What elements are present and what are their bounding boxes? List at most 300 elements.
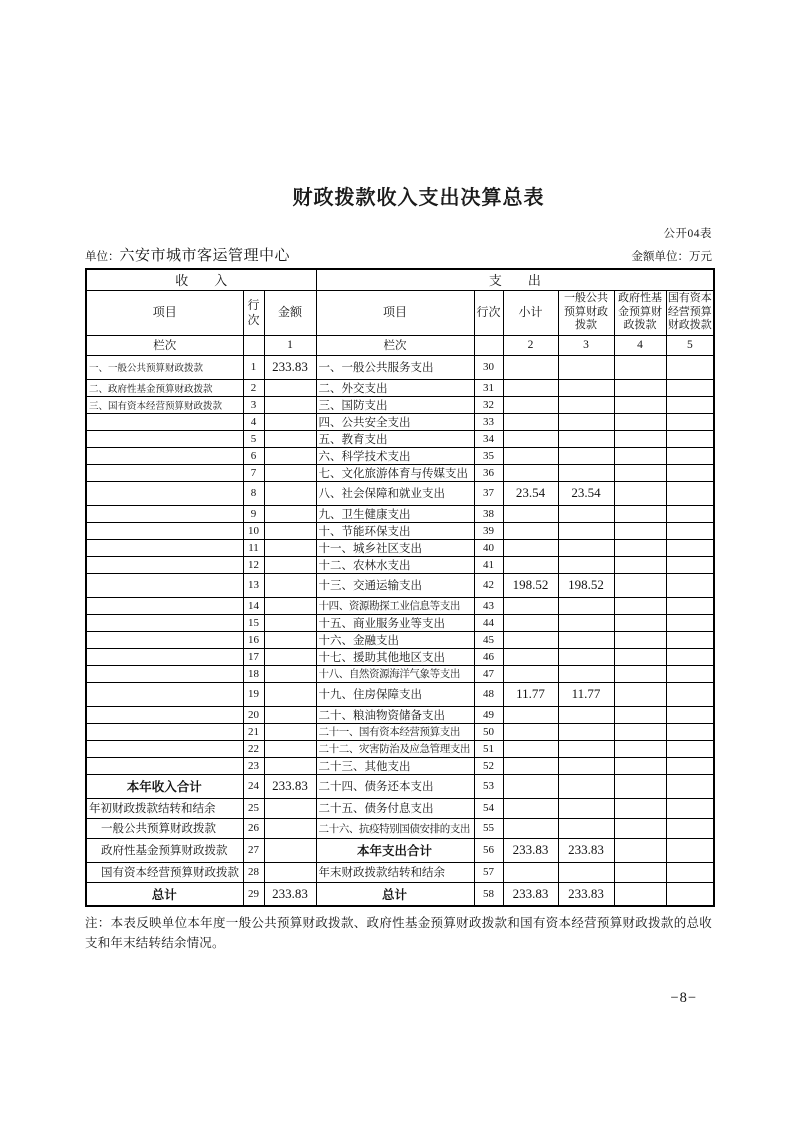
expense-rowno-cell: 47 (474, 665, 503, 682)
expense-state-capital-cell (666, 379, 714, 396)
col-header-income-item: 项目 (86, 290, 243, 335)
income-item-cell (86, 682, 243, 706)
income-item-cell (86, 706, 243, 723)
expense-rowno-cell: 40 (474, 539, 503, 556)
table-row (86, 379, 714, 396)
expense-subtotal-cell (503, 723, 558, 740)
income-item-cell (86, 481, 243, 505)
income-rowno-cell: 19 (243, 682, 264, 706)
expense-general-budget-cell: 11.77 (558, 682, 614, 706)
income-item-cell (86, 614, 243, 631)
expense-subtotal-cell: 233.83 (503, 882, 558, 906)
expense-state-capital-cell (666, 355, 714, 379)
expense-gov-fund-cell (614, 430, 666, 447)
expense-subtotal-cell (503, 665, 558, 682)
expense-general-budget-cell (558, 396, 614, 413)
expense-rowno-cell: 44 (474, 614, 503, 631)
income-item-cell (86, 631, 243, 648)
expense-subtotal-cell (503, 379, 558, 396)
expense-gov-fund-cell (614, 631, 666, 648)
income-item-cell (86, 723, 243, 740)
expense-state-capital-cell (666, 682, 714, 706)
expense-item-cell: 九、卫生健康支出 (316, 505, 474, 522)
table-row (86, 838, 714, 862)
expense-gov-fund-cell (614, 757, 666, 774)
expense-subtotal-cell (503, 706, 558, 723)
table-row (86, 682, 714, 706)
table-row (86, 818, 714, 838)
table-row (86, 798, 714, 818)
expense-rowno-cell: 30 (474, 355, 503, 379)
income-rowno-cell: 7 (243, 464, 264, 481)
income-item-cell (86, 447, 243, 464)
expense-state-capital-cell (666, 862, 714, 882)
income-item-cell (86, 740, 243, 757)
expense-state-capital-cell (666, 573, 714, 597)
expense-section-header: 支 出 (316, 269, 714, 290)
income-item-cell (86, 522, 243, 539)
expense-general-budget-cell (558, 464, 614, 481)
expense-item-cell: 十四、资源勘探工业信息等支出 (316, 597, 474, 614)
income-amount-cell (264, 539, 316, 556)
income-amount-cell (264, 379, 316, 396)
expense-gov-fund-cell (614, 597, 666, 614)
income-rowno-cell: 15 (243, 614, 264, 631)
expense-item-cell: 二十四、债务还本支出 (316, 774, 474, 798)
income-rowno-cell: 6 (243, 447, 264, 464)
expense-subtotal-cell (503, 505, 558, 522)
expense-general-budget-cell (558, 740, 614, 757)
expense-state-capital-cell (666, 774, 714, 798)
expense-general-budget-cell: 198.52 (558, 573, 614, 597)
expense-general-budget-cell (558, 556, 614, 573)
expense-rowno-cell: 32 (474, 396, 503, 413)
expense-general-budget-cell (558, 413, 614, 430)
income-rowno-cell: 27 (243, 838, 264, 862)
expense-item-cell: 二十、粮油物资储备支出 (316, 706, 474, 723)
income-amount-cell (264, 505, 316, 522)
expense-item-cell: 二十六、抗疫特别国债安排的支出 (316, 818, 474, 838)
col-header-income-amount: 金额 (264, 290, 316, 335)
col-header-gov-fund-budget: 政府性基金预算财政拨款 (614, 290, 666, 335)
expense-rowno-cell: 48 (474, 682, 503, 706)
expense-item-cell: 十一、城乡社区支出 (316, 539, 474, 556)
expense-state-capital-cell (666, 648, 714, 665)
income-amount-cell (264, 614, 316, 631)
table-row (86, 505, 714, 522)
income-amount-cell (264, 723, 316, 740)
expense-subtotal-cell (503, 430, 558, 447)
expense-item-cell: 十六、金融支出 (316, 631, 474, 648)
expense-gov-fund-cell (614, 447, 666, 464)
expense-subtotal-cell (503, 648, 558, 665)
expense-item-cell: 十三、交通运输支出 (316, 573, 474, 597)
expense-general-budget-cell (558, 505, 614, 522)
table-row (86, 774, 714, 798)
expense-item-cell: 十二、农林水支出 (316, 556, 474, 573)
expense-subtotal-cell: 233.83 (503, 838, 558, 862)
income-item-cell: 总计 (86, 882, 243, 906)
expense-gov-fund-cell (614, 740, 666, 757)
income-rowno-cell: 11 (243, 539, 264, 556)
expense-rowno-cell: 36 (474, 464, 503, 481)
expense-subtotal-cell: 23.54 (503, 481, 558, 505)
expense-rowno-cell: 50 (474, 723, 503, 740)
expense-general-budget-cell (558, 522, 614, 539)
expense-subtotal-cell: 11.77 (503, 682, 558, 706)
income-item-cell (86, 413, 243, 430)
column-index-row (86, 335, 714, 355)
expense-subtotal-cell (503, 355, 558, 379)
expense-general-budget-cell (558, 614, 614, 631)
table-body (86, 355, 714, 906)
col-header-subtotal: 小计 (503, 290, 558, 335)
expense-subtotal-cell (503, 556, 558, 573)
table-row (86, 706, 714, 723)
income-amount-cell (264, 757, 316, 774)
income-rowno-cell: 21 (243, 723, 264, 740)
income-amount-cell (264, 447, 316, 464)
expense-rowno-cell: 56 (474, 838, 503, 862)
expense-item-cell: 八、社会保障和就业支出 (316, 481, 474, 505)
expense-gov-fund-cell (614, 505, 666, 522)
subtotal-index: 2 (503, 335, 558, 355)
table-row (86, 665, 714, 682)
income-item-cell (86, 757, 243, 774)
income-amount-cell (264, 682, 316, 706)
expense-gov-fund-cell (614, 818, 666, 838)
expense-rowno-cell: 52 (474, 757, 503, 774)
expense-rowno-cell: 37 (474, 481, 503, 505)
expense-state-capital-cell (666, 522, 714, 539)
income-item-cell: 政府性基金预算财政拨款 (86, 838, 243, 862)
income-rowno-cell: 25 (243, 798, 264, 818)
expense-gov-fund-cell (614, 396, 666, 413)
expense-rowno-cell: 51 (474, 740, 503, 757)
expense-item-cell: 本年支出合计 (316, 838, 474, 862)
income-rowno-cell: 8 (243, 481, 264, 505)
expense-rowno-cell: 41 (474, 556, 503, 573)
gov-fund-index: 4 (614, 335, 666, 355)
page-number: −8− (670, 990, 697, 1006)
expense-item-cell: 二十三、其他支出 (316, 757, 474, 774)
expense-gov-fund-cell (614, 648, 666, 665)
income-rowno-cell: 14 (243, 597, 264, 614)
income-rowno-cell: 13 (243, 573, 264, 597)
expense-general-budget-cell (558, 447, 614, 464)
expense-rowno-cell: 58 (474, 882, 503, 906)
table-row (86, 882, 714, 906)
expense-subtotal-cell (503, 614, 558, 631)
col-header-general-budget: 一般公共预算财政拨款 (558, 290, 614, 335)
unit-label (85, 244, 290, 265)
expense-subtotal-cell (503, 631, 558, 648)
expense-general-budget-cell: 233.83 (558, 838, 614, 862)
expense-item-cell: 二十一、国有资本经营预算支出 (316, 723, 474, 740)
income-amount-cell (264, 430, 316, 447)
income-amount-cell (264, 597, 316, 614)
table-row (86, 723, 714, 740)
income-index-label: 栏次 (86, 335, 243, 355)
table-row (86, 539, 714, 556)
income-section-header: 收 入 (86, 269, 316, 290)
income-amount-index: 1 (264, 335, 316, 355)
table-row (86, 597, 714, 614)
expense-state-capital-cell (666, 757, 714, 774)
expense-rowno-cell: 33 (474, 413, 503, 430)
income-amount-cell (264, 740, 316, 757)
expense-index-blank (474, 335, 503, 355)
income-rowno-cell: 18 (243, 665, 264, 682)
expense-gov-fund-cell (614, 464, 666, 481)
table-row (86, 522, 714, 539)
page-title: 财政拨款收入支出决算总表 (292, 187, 545, 209)
expense-state-capital-cell (666, 597, 714, 614)
expense-state-capital-cell (666, 464, 714, 481)
income-amount-cell (264, 648, 316, 665)
income-item-cell: 二、政府性基金预算财政拨款 (86, 379, 243, 396)
expense-gov-fund-cell (614, 838, 666, 862)
expense-subtotal-cell (503, 818, 558, 838)
income-rowno-cell: 10 (243, 522, 264, 539)
income-amount-cell (264, 413, 316, 430)
expense-rowno-cell: 34 (474, 430, 503, 447)
income-amount-cell (264, 522, 316, 539)
expense-rowno-cell: 49 (474, 706, 503, 723)
table-row (86, 556, 714, 573)
expense-general-budget-cell (558, 665, 614, 682)
expense-subtotal-cell (503, 464, 558, 481)
income-rowno-cell: 5 (243, 430, 264, 447)
income-index-blank (243, 335, 264, 355)
expense-subtotal-cell (503, 396, 558, 413)
expense-gov-fund-cell (614, 706, 666, 723)
expense-item-cell: 七、文化旅游体育与传媒支出 (316, 464, 474, 481)
col-header-state-capital-budget: 国有资本经营预算财政拨款 (666, 290, 714, 335)
expense-subtotal-cell (503, 757, 558, 774)
table-row (86, 614, 714, 631)
expense-gov-fund-cell (614, 539, 666, 556)
expense-state-capital-cell (666, 631, 714, 648)
expense-state-capital-cell (666, 556, 714, 573)
section-header-row (86, 269, 714, 290)
income-rowno-cell: 16 (243, 631, 264, 648)
income-amount-cell: 233.83 (264, 774, 316, 798)
income-amount-cell: 233.83 (264, 355, 316, 379)
expense-general-budget-cell (558, 539, 614, 556)
expense-subtotal-cell (503, 413, 558, 430)
expense-general-budget-cell (558, 706, 614, 723)
income-rowno-cell: 2 (243, 379, 264, 396)
expense-item-cell: 十五、商业服务业等支出 (316, 614, 474, 631)
income-item-cell: 本年收入合计 (86, 774, 243, 798)
income-amount-cell (264, 838, 316, 862)
unit-prefix: 单位： (85, 251, 120, 263)
table-code: 公开04表 (663, 228, 712, 240)
expense-gov-fund-cell (614, 614, 666, 631)
table-row (86, 573, 714, 597)
expense-general-budget-cell (558, 723, 614, 740)
expense-rowno-cell: 55 (474, 818, 503, 838)
table-row (86, 757, 714, 774)
expense-state-capital-cell (666, 505, 714, 522)
expense-gov-fund-cell (614, 522, 666, 539)
expense-rowno-cell: 31 (474, 379, 503, 396)
unit-line (85, 244, 712, 265)
expense-subtotal-cell (503, 798, 558, 818)
col-header-income-rowno: 行次 (243, 290, 264, 335)
income-rowno-cell: 3 (243, 396, 264, 413)
expense-rowno-cell: 43 (474, 597, 503, 614)
expense-rowno-cell: 53 (474, 774, 503, 798)
expense-item-cell: 总计 (316, 882, 474, 906)
expense-general-budget-cell (558, 430, 614, 447)
expense-gov-fund-cell (614, 556, 666, 573)
income-item-cell (86, 573, 243, 597)
expense-rowno-cell: 45 (474, 631, 503, 648)
income-rowno-cell: 24 (243, 774, 264, 798)
income-amount-cell (264, 818, 316, 838)
expense-subtotal-cell (503, 447, 558, 464)
expense-general-budget-cell (558, 355, 614, 379)
income-item-cell (86, 505, 243, 522)
column-header-row (86, 290, 714, 335)
amount-unit-label: 金额单位：万元 (631, 251, 712, 263)
expense-item-cell: 五、教育支出 (316, 430, 474, 447)
expense-gov-fund-cell (614, 882, 666, 906)
income-rowno-cell: 29 (243, 882, 264, 906)
income-item-cell: 一、一般公共预算财政拨款 (86, 355, 243, 379)
expense-general-budget-cell (558, 631, 614, 648)
expense-gov-fund-cell (614, 481, 666, 505)
expense-state-capital-cell (666, 614, 714, 631)
document-sheet (85, 0, 712, 953)
expense-gov-fund-cell (614, 379, 666, 396)
income-amount-cell (264, 798, 316, 818)
expense-general-budget-cell (558, 379, 614, 396)
income-amount-cell (264, 481, 316, 505)
income-amount-cell (264, 464, 316, 481)
expense-rowno-cell: 38 (474, 505, 503, 522)
table-row (86, 355, 714, 379)
general-index: 3 (558, 335, 614, 355)
expense-gov-fund-cell (614, 798, 666, 818)
expense-state-capital-cell (666, 396, 714, 413)
income-amount-cell (264, 631, 316, 648)
expense-rowno-cell: 46 (474, 648, 503, 665)
expense-item-cell: 四、公共安全支出 (316, 413, 474, 430)
expense-subtotal-cell (503, 740, 558, 757)
income-rowno-cell: 23 (243, 757, 264, 774)
income-item-cell (86, 665, 243, 682)
expense-item-cell: 六、科学技术支出 (316, 447, 474, 464)
income-item-cell (86, 464, 243, 481)
col-header-expense-rowno: 行次 (474, 290, 503, 335)
income-rowno-cell: 26 (243, 818, 264, 838)
state-capital-index: 5 (666, 335, 714, 355)
expense-item-cell: 一、一般公共服务支出 (316, 355, 474, 379)
expense-index-label: 栏次 (316, 335, 474, 355)
expense-state-capital-cell (666, 665, 714, 682)
income-item-cell: 年初财政拨款结转和结余 (86, 798, 243, 818)
income-item-cell (86, 556, 243, 573)
income-amount-cell (264, 862, 316, 882)
income-rowno-cell: 1 (243, 355, 264, 379)
expense-item-cell: 三、国防支出 (316, 396, 474, 413)
table-row (86, 648, 714, 665)
table-row (86, 481, 714, 505)
expense-rowno-cell: 54 (474, 798, 503, 818)
expense-gov-fund-cell (614, 573, 666, 597)
expense-general-budget-cell: 23.54 (558, 481, 614, 505)
table-row (86, 447, 714, 464)
expense-general-budget-cell (558, 757, 614, 774)
expense-item-cell: 十、节能环保支出 (316, 522, 474, 539)
expense-subtotal-cell: 198.52 (503, 573, 558, 597)
table-row (86, 464, 714, 481)
income-item-cell: 一般公共预算财政拨款 (86, 818, 243, 838)
table-row (86, 862, 714, 882)
expense-gov-fund-cell (614, 723, 666, 740)
expense-subtotal-cell (503, 539, 558, 556)
budget-table (85, 268, 715, 907)
income-rowno-cell: 28 (243, 862, 264, 882)
table-row (86, 413, 714, 430)
income-rowno-cell: 9 (243, 505, 264, 522)
expense-rowno-cell: 39 (474, 522, 503, 539)
expense-state-capital-cell (666, 447, 714, 464)
expense-item-cell: 十七、援助其他地区支出 (316, 648, 474, 665)
expense-general-budget-cell: 233.83 (558, 882, 614, 906)
expense-state-capital-cell (666, 818, 714, 838)
table-row (86, 631, 714, 648)
income-rowno-cell: 17 (243, 648, 264, 665)
expense-general-budget-cell (558, 648, 614, 665)
income-amount-cell (264, 573, 316, 597)
expense-subtotal-cell (503, 597, 558, 614)
expense-item-cell: 年末财政拨款结转和结余 (316, 862, 474, 882)
income-rowno-cell: 12 (243, 556, 264, 573)
table-row (86, 740, 714, 757)
income-item-cell (86, 597, 243, 614)
income-amount-cell: 233.83 (264, 882, 316, 906)
expense-rowno-cell: 57 (474, 862, 503, 882)
expense-general-budget-cell (558, 597, 614, 614)
expense-gov-fund-cell (614, 774, 666, 798)
expense-item-cell: 二十二、灾害防治及应急管理支出 (316, 740, 474, 757)
table-note: 注：本表反映单位本年度一般公共预算财政拨款、政府性基金预算财政拨款和国有资本经营预算财政拨款的总收支和年末结转结余情况。 (85, 916, 712, 950)
expense-state-capital-cell (666, 539, 714, 556)
col-header-expense-item: 项目 (316, 290, 474, 335)
income-item-cell: 国有资本经营预算财政拨款 (86, 862, 243, 882)
expense-gov-fund-cell (614, 665, 666, 682)
income-rowno-cell: 22 (243, 740, 264, 757)
table-row (86, 430, 714, 447)
expense-general-budget-cell (558, 862, 614, 882)
table-row (86, 396, 714, 413)
expense-state-capital-cell (666, 481, 714, 505)
expense-gov-fund-cell (614, 355, 666, 379)
expense-subtotal-cell (503, 774, 558, 798)
expense-state-capital-cell (666, 413, 714, 430)
expense-item-cell: 二十五、债务付息支出 (316, 798, 474, 818)
expense-state-capital-cell (666, 740, 714, 757)
expense-general-budget-cell (558, 818, 614, 838)
expense-general-budget-cell (558, 774, 614, 798)
expense-rowno-cell: 42 (474, 573, 503, 597)
expense-item-cell: 十八、自然资源海洋气象等支出 (316, 665, 474, 682)
expense-state-capital-cell (666, 838, 714, 862)
